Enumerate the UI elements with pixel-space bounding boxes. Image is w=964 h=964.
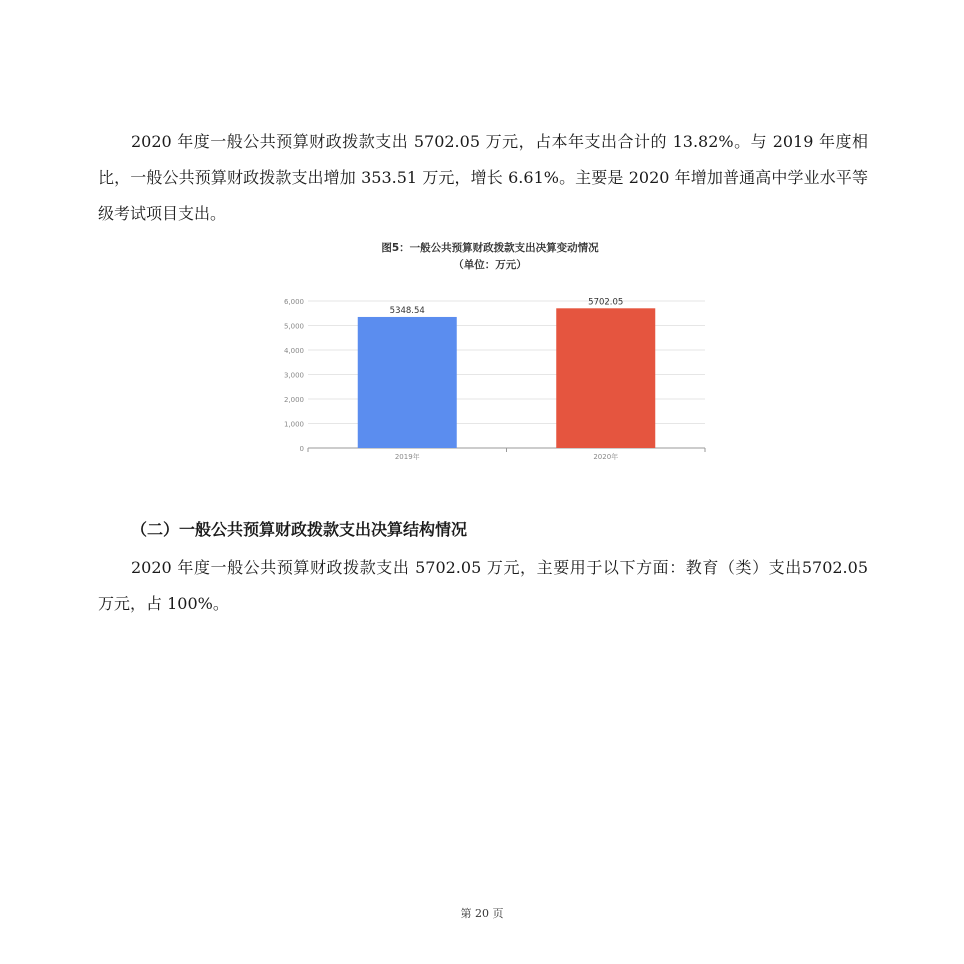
paragraph-expenditure-structure: 2020 年度一般公共预算财政拨款支出 5702.05 万元，主要用于以下方面：教育（类）支出5702.05 万元，占 100%。	[98, 558, 868, 613]
bar-value-label: 5348.54	[389, 305, 425, 316]
bar-value-label: 5702.05	[588, 297, 624, 308]
section-heading: （二）一般公共预算财政拨款支出决算结构情况	[131, 520, 468, 539]
x-tick-label: 2019年	[394, 453, 420, 461]
expenditure-change-chart	[270, 236, 710, 466]
y-tick-label: 5,000	[283, 322, 304, 331]
page-number: 第 20 页	[460, 907, 504, 920]
y-tick-label: 2,000	[283, 396, 304, 404]
chart-subtitle: （单位：万元）	[453, 259, 527, 271]
bar-2020年	[556, 308, 655, 448]
chart-title: 图5：一般公共预算财政拨款支出决算变动情况	[381, 242, 599, 254]
y-tick-label: 3,000	[283, 371, 304, 380]
bar-2019年	[358, 317, 457, 448]
x-tick-label: 2020年	[593, 453, 619, 461]
paragraph-expenditure-summary: 2020 年度一般公共预算财政拨款支出 5702.05 万元，占本年支出合计的 13.82%。与 2019 年度相比，一般公共预算财政拨款支出增加 353.51 万元，增长 6.61%。主要是 2020 年增加普通高中学业水平等级考试项目支出。	[98, 132, 868, 223]
y-tick-label: 1,000	[283, 420, 304, 429]
y-tick-label: 4,000	[283, 347, 304, 355]
y-tick-label: 6,000	[283, 298, 304, 306]
y-tick-label: 0	[299, 445, 304, 453]
